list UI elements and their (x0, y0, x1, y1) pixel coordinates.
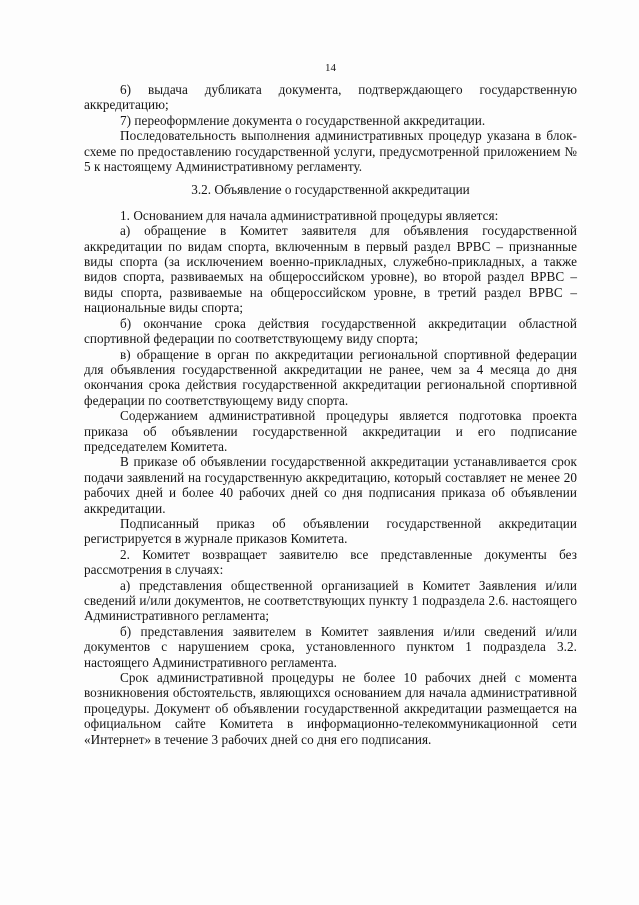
paragraph: а) представления общественной организацией в Комитет Заявления и/или сведений и/или документов, не соответствующих пункту 1 подраздела 2.6. настоящего Административного регламента; (84, 577, 577, 624)
paragraph: Подписанный приказ об объявлении государственной аккредитации регистрируется в журнале приказов Комитета. (84, 515, 577, 547)
paragraph: В приказе об объявлении государственной аккредитации устанавливается срок подачи заявлений на государственную аккредитацию, который составляет не менее 20 рабочих дней и более 40 рабочих дней со дня подписания приказа об объявлении аккредитации. (84, 454, 577, 516)
paragraph: б) представления заявителем в Комитет заявления и/или сведений и/или документов с нарушением срока, установленного пунктом 1 подраздела 3.2. настоящего Административного регламента. (84, 623, 577, 670)
paragraph: 7) переоформление документа о государственной аккредитации. (120, 112, 486, 128)
paragraph: Последовательность выполнения административных процедур указана в блок-схеме по предоставлению государственной услуги, предусмотренной приложением № 5 к настоящему Административному регламенту. (84, 128, 577, 175)
paragraph: Срок административной процедуры не более 10 рабочих дней с момента возникновения обстоятельств, являющихся основанием для начала административной процедуры. Документ об объявлении государственной аккредитации размещается на официальном сайте Комитета в информационно-телекоммуникационной сети «Интернет» в течение 3 рабочих дней со дня его подписания. (84, 670, 577, 747)
paragraph: в) обращение в орган по аккредитации региональной спортивной федерации для объявления государственной аккредитации не ранее, чем за 4 месяца до дня окончания срока действия государственной аккредитации региональной спортивной федерации по соответствующему виду спорта. (84, 346, 577, 408)
paragraph: 2. Комитет возвращает заявителю все представленные документы без рассмотрения в случаях: (84, 546, 577, 578)
page-number: 14 (325, 62, 336, 74)
paragraph: а) обращение в Комитет заявителя для объявления государственной аккредитации по видам спорта, включенным в первый раздел ВРВС – признанные виды спорта (за исключением военно-прикладных, служебно-прикладных, а также видов спорта, развиваемых на общероссийском уровне), во второй раздел ВРВС – виды спорта, развиваемые на общероссийском уровне, в третий раздел ВРВС – национальные виды спорта; (84, 223, 577, 316)
section-heading: 3.2. Объявление о государственной аккредитации (191, 182, 470, 198)
paragraph: 1. Основанием для начала административной процедуры является: (120, 207, 499, 223)
paragraph: 6) выдача дубликата документа, подтверждающего государственную аккредитацию; (84, 82, 577, 113)
paragraph: Содержанием административной процедуры является подготовка проекта приказа об объявлении государственной аккредитации и его подписание председателем Комитета. (84, 408, 577, 454)
paragraph: б) окончание срока действия государственной аккредитации областной спортивной федерации по соответствующему виду спорта; (84, 315, 577, 347)
